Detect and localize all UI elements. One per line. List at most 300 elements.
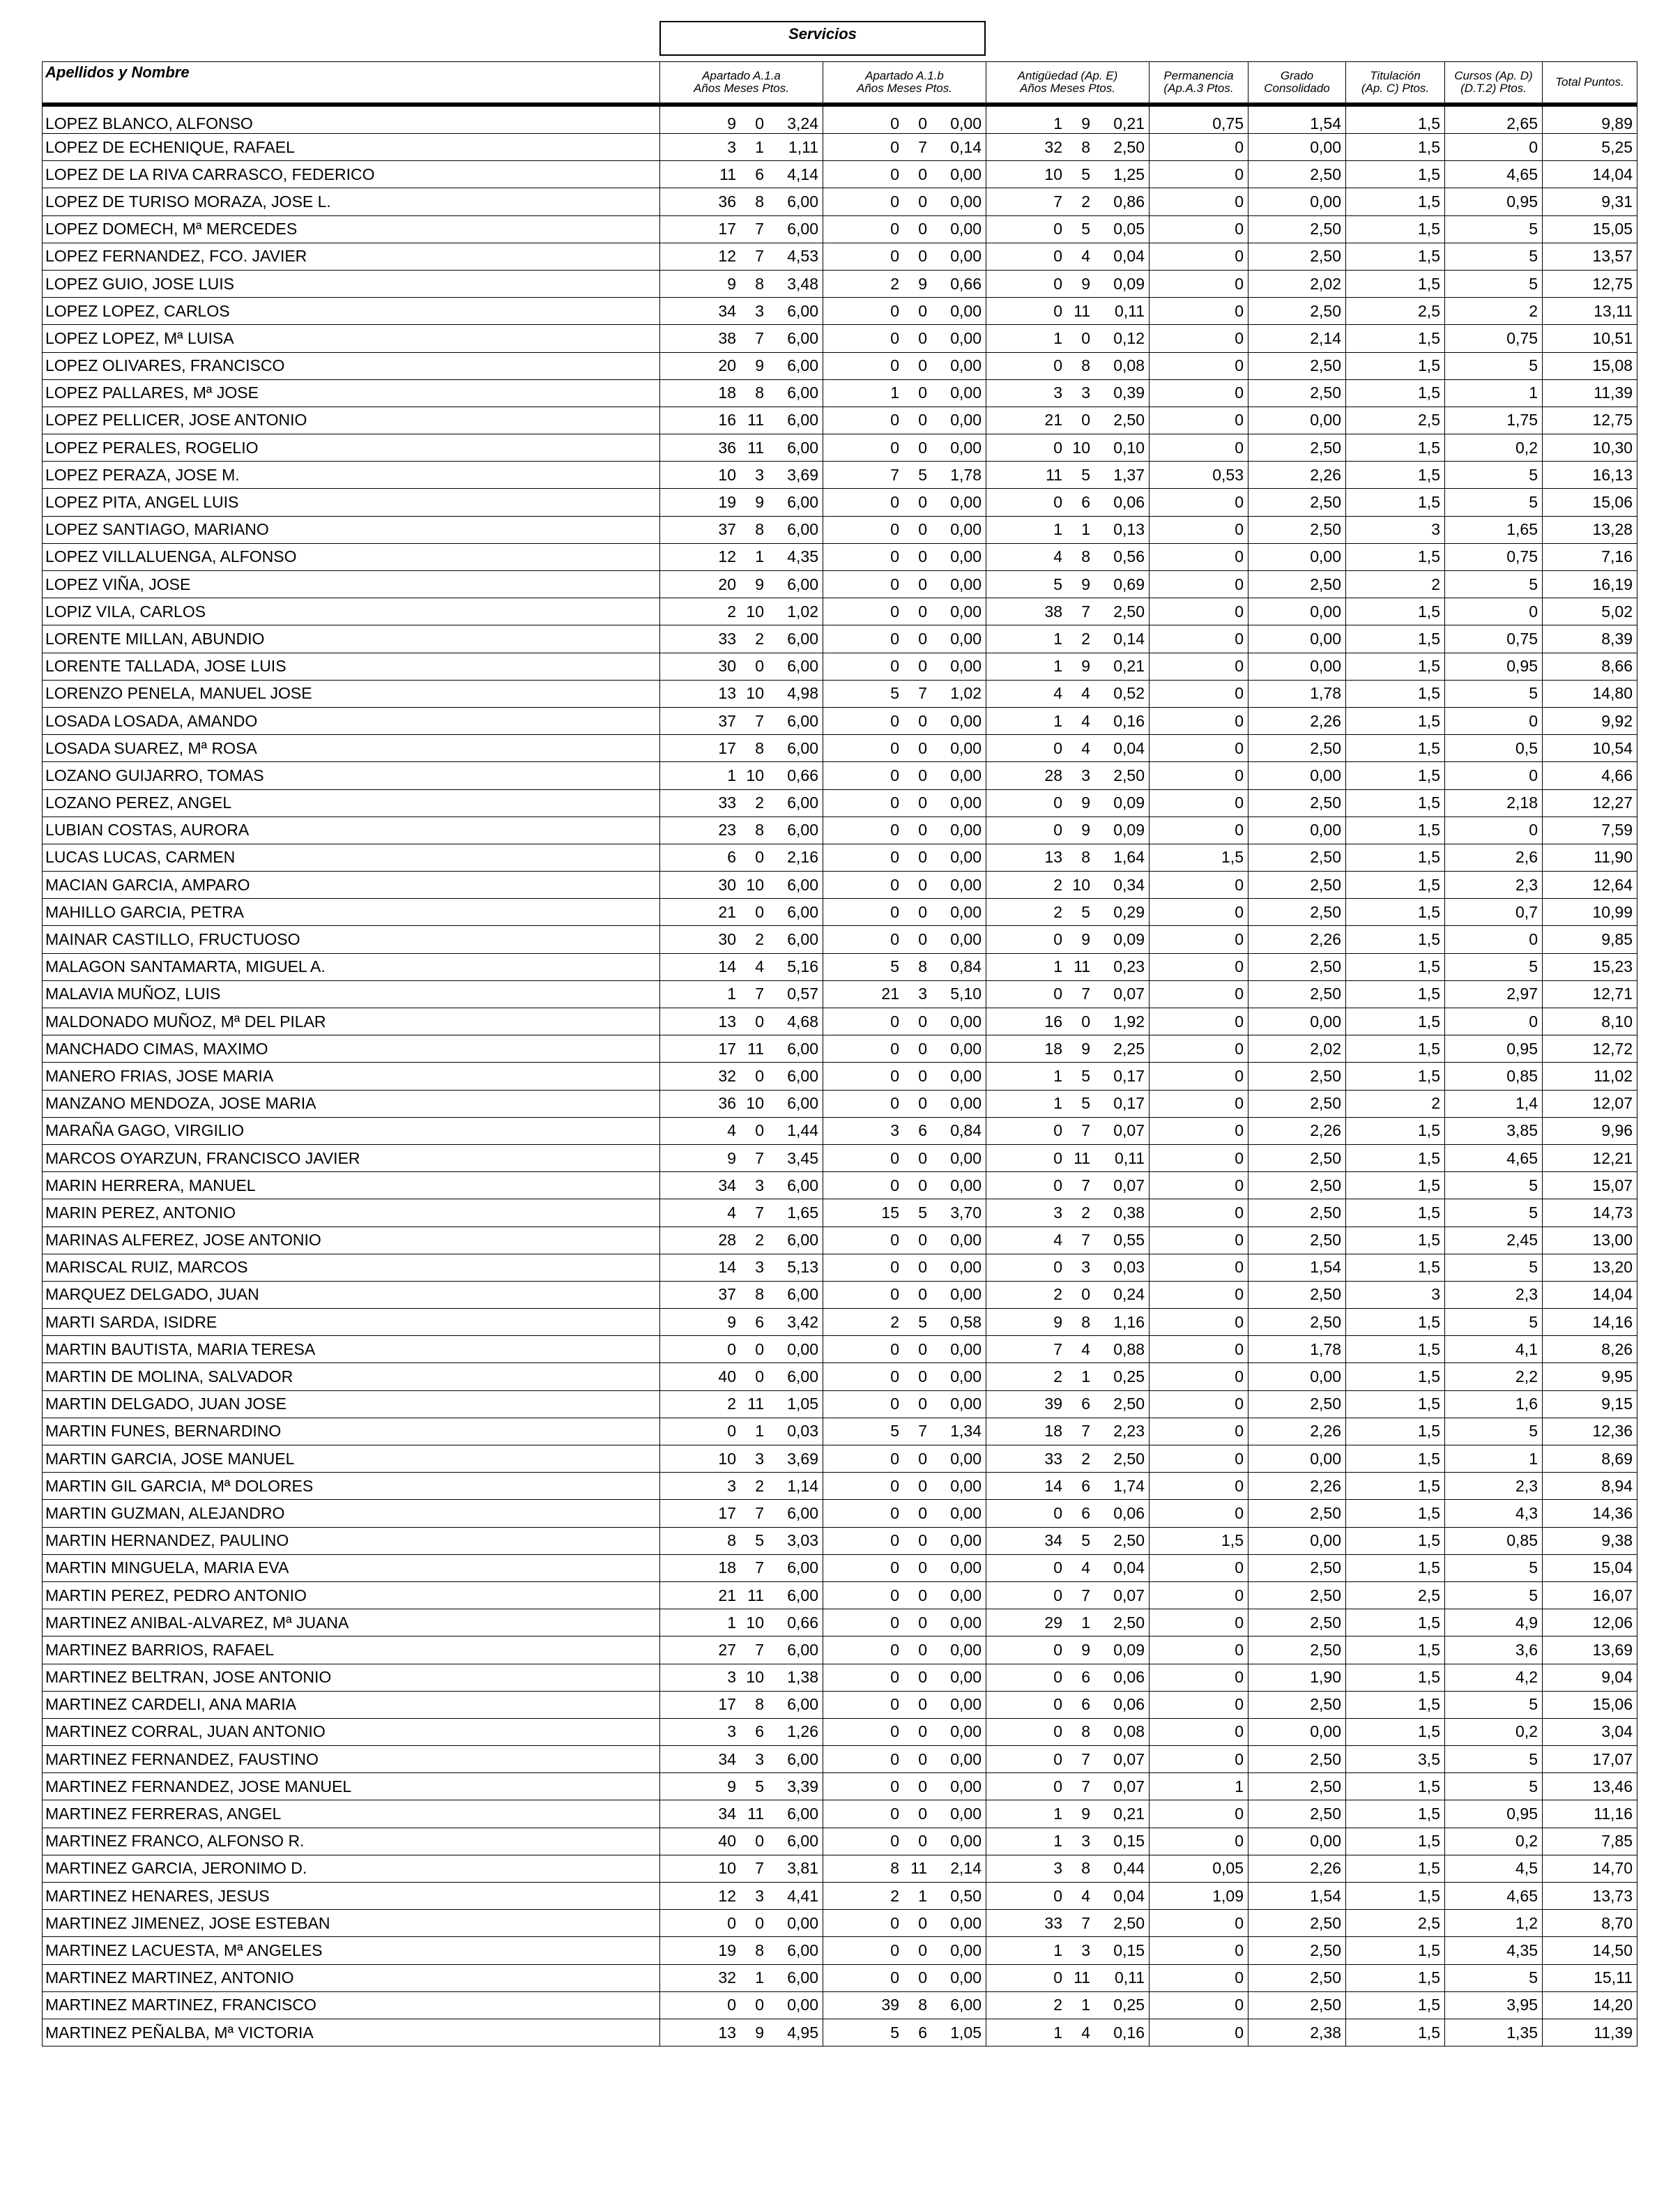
cell-grado: 2,26 bbox=[1248, 926, 1346, 953]
cell-titulacion: 2,5 bbox=[1346, 1910, 1445, 1937]
cell-grado: 2,50 bbox=[1248, 1309, 1346, 1336]
cell-cursos: 5 bbox=[1445, 1172, 1543, 1199]
cell-a1a-meses: 10 bbox=[746, 602, 764, 621]
cell-a1a-ptos: 6,00 bbox=[787, 1503, 818, 1522]
cell-a1b-anos: 0 bbox=[890, 1449, 899, 1468]
cell-titulacion: 1,5 bbox=[1346, 1828, 1445, 1855]
cell-a1a-ptos: 1,44 bbox=[787, 1121, 818, 1140]
cell-antiguedad-anos: 28 bbox=[1044, 766, 1062, 784]
cell-a1b bbox=[823, 735, 986, 762]
cell-a1b-anos: 0 bbox=[890, 165, 899, 183]
cell-name: MARTINEZ HENARES, JESUS bbox=[43, 1883, 660, 1910]
cell-grado: 0,00 bbox=[1248, 625, 1346, 653]
cell-a1b-anos: 0 bbox=[890, 738, 899, 757]
cell-permanencia: 0 bbox=[1150, 1991, 1248, 2019]
table-row bbox=[43, 1199, 1637, 1227]
cell-permanencia: 0 bbox=[1150, 1090, 1248, 1117]
cell-a1a-ptos: 1,38 bbox=[787, 1668, 818, 1687]
cell-a1a-anos: 20 bbox=[718, 575, 736, 593]
cell-titulacion: 1,5 bbox=[1346, 872, 1445, 899]
cell-titulacion: 2 bbox=[1346, 1090, 1445, 1117]
cell-permanencia: 0 bbox=[1150, 762, 1248, 789]
cell-permanencia: 1,5 bbox=[1150, 1527, 1248, 1554]
cell-permanencia: 0 bbox=[1150, 2019, 1248, 2046]
cell-antiguedad-ptos: 0,09 bbox=[1113, 930, 1145, 949]
cell-permanencia: 0 bbox=[1150, 1609, 1248, 1637]
cell-a1b-meses: 0 bbox=[918, 114, 927, 132]
cell-a1a-ptos: 3,24 bbox=[787, 114, 818, 132]
cell-permanencia: 0 bbox=[1150, 707, 1248, 734]
cell-a1b-meses: 0 bbox=[918, 1558, 927, 1577]
cell-antiguedad bbox=[986, 1117, 1150, 1144]
cell-name: LORENTE TALLADA, JOSE LUIS bbox=[43, 653, 660, 680]
cell-a1b-meses: 0 bbox=[918, 301, 927, 320]
cell-antiguedad bbox=[986, 298, 1150, 325]
cell-antiguedad-anos: 1 bbox=[1053, 629, 1062, 648]
cell-name: MARTIN GARCIA, JOSE MANUEL bbox=[43, 1445, 660, 1473]
cell-a1a-ptos: 0,00 bbox=[787, 1913, 818, 1932]
cell-antiguedad-meses: 5 bbox=[1081, 1094, 1090, 1113]
cell-a1a-anos: 11 bbox=[719, 165, 736, 183]
cell-antiguedad-ptos: 1,92 bbox=[1113, 1012, 1145, 1031]
cell-total: 15,07 bbox=[1543, 1172, 1637, 1199]
cell-a1a-anos: 27 bbox=[718, 1640, 736, 1659]
cell-a1b-meses: 0 bbox=[918, 1449, 927, 1468]
cell-a1a-anos: 40 bbox=[718, 1367, 736, 1386]
cell-a1b-ptos: 0,14 bbox=[950, 137, 982, 156]
cell-antiguedad-meses: 3 bbox=[1081, 384, 1090, 402]
cell-a1a-meses: 6 bbox=[755, 165, 764, 183]
cell-antiguedad bbox=[986, 1063, 1150, 1090]
cell-grado: 2,50 bbox=[1248, 1800, 1346, 1828]
cell-antiguedad-meses: 6 bbox=[1081, 1503, 1090, 1522]
cell-a1b-anos: 1 bbox=[890, 384, 899, 402]
cell-a1a bbox=[660, 298, 823, 325]
cell-permanencia: 0 bbox=[1150, 188, 1248, 215]
cell-cursos: 0,75 bbox=[1445, 325, 1543, 352]
cell-grado: 2,50 bbox=[1248, 1773, 1346, 1800]
cell-a1b-anos: 15 bbox=[881, 1203, 899, 1222]
cell-name: MARTINEZ BARRIOS, RAFAEL bbox=[43, 1637, 660, 1664]
cell-antiguedad-ptos: 2,50 bbox=[1113, 602, 1145, 621]
cell-antiguedad-anos: 0 bbox=[1053, 493, 1062, 512]
cell-a1a-anos: 21 bbox=[718, 1586, 736, 1604]
cell-a1b-anos: 0 bbox=[890, 1586, 899, 1604]
table-row bbox=[43, 1637, 1637, 1664]
cell-antiguedad-ptos: 0,09 bbox=[1113, 794, 1145, 812]
cell-a1a-ptos: 6,00 bbox=[787, 301, 818, 320]
cell-a1b-ptos: 0,00 bbox=[950, 821, 982, 840]
cell-a1a-anos: 10 bbox=[718, 465, 736, 484]
cell-cursos: 1,75 bbox=[1445, 407, 1543, 434]
cell-antiguedad-ptos: 0,16 bbox=[1113, 2023, 1145, 2042]
cell-antiguedad-ptos: 0,11 bbox=[1114, 301, 1145, 320]
cell-antiguedad-ptos: 0,09 bbox=[1113, 1640, 1145, 1659]
cell-name: MAINAR CASTILLO, FRUCTUOSO bbox=[43, 926, 660, 953]
cell-titulacion: 3 bbox=[1346, 1281, 1445, 1308]
cell-antiguedad-meses: 11 bbox=[1074, 301, 1090, 320]
cell-name: MARTIN FUNES, BERNARDINO bbox=[43, 1418, 660, 1445]
cell-antiguedad bbox=[986, 899, 1150, 926]
cell-a1b-ptos: 0,00 bbox=[950, 1531, 982, 1550]
cell-total: 14,50 bbox=[1543, 1937, 1637, 1964]
cell-antiguedad-anos: 1 bbox=[1053, 957, 1062, 976]
cell-a1a-meses: 6 bbox=[755, 1722, 764, 1741]
cell-a1b-anos: 5 bbox=[890, 1422, 899, 1441]
cell-antiguedad-ptos: 1,37 bbox=[1113, 465, 1145, 484]
table-row bbox=[43, 1227, 1637, 1254]
cell-a1a-anos: 14 bbox=[718, 1258, 736, 1277]
cell-a1a-ptos: 6,00 bbox=[787, 1749, 818, 1768]
cell-total: 15,04 bbox=[1543, 1554, 1637, 1581]
cell-a1b bbox=[823, 407, 986, 434]
table-row bbox=[43, 1090, 1637, 1117]
col-header-a1a bbox=[660, 62, 823, 105]
cell-a1a bbox=[660, 215, 823, 243]
cell-name: LOPEZ DOMECH, Mª MERCEDES bbox=[43, 215, 660, 243]
cell-grado: 0,00 bbox=[1248, 1363, 1346, 1390]
cell-a1b-ptos: 0,00 bbox=[950, 875, 982, 894]
cell-a1b-anos: 2 bbox=[890, 1886, 899, 1905]
cell-name: MARTIN PEREZ, PEDRO ANTONIO bbox=[43, 1581, 660, 1609]
cell-total: 12,72 bbox=[1543, 1035, 1637, 1063]
cell-cursos: 1,65 bbox=[1445, 516, 1543, 543]
cell-a1b-ptos: 0,00 bbox=[950, 1176, 982, 1194]
cell-a1b-meses: 6 bbox=[918, 1121, 927, 1140]
cell-a1a-ptos: 3,69 bbox=[787, 465, 818, 484]
cell-antiguedad-ptos: 0,05 bbox=[1113, 220, 1145, 238]
cell-a1b-ptos: 0,00 bbox=[950, 1148, 982, 1167]
cell-a1b bbox=[823, 243, 986, 270]
cell-a1a-ptos: 4,98 bbox=[787, 684, 818, 703]
cell-antiguedad-ptos: 0,25 bbox=[1113, 1367, 1145, 1386]
cell-a1a-ptos: 0,57 bbox=[787, 985, 818, 1003]
cell-antiguedad-anos: 3 bbox=[1053, 1859, 1062, 1878]
cell-a1b-meses: 0 bbox=[918, 1777, 927, 1795]
cell-grado: 1,90 bbox=[1248, 1664, 1346, 1691]
cell-a1a-ptos: 1,02 bbox=[787, 602, 818, 621]
col-header-cursos bbox=[1445, 62, 1543, 105]
cell-a1b-anos: 0 bbox=[890, 794, 899, 812]
cell-a1b bbox=[823, 161, 986, 188]
cell-a1b-meses: 0 bbox=[918, 1148, 927, 1167]
cell-a1a bbox=[660, 844, 823, 871]
cell-a1a bbox=[660, 1418, 823, 1445]
cell-cursos: 0,2 bbox=[1445, 434, 1543, 462]
cell-cursos: 0 bbox=[1445, 817, 1543, 844]
cell-titulacion: 1,5 bbox=[1346, 134, 1445, 161]
cell-a1b-meses: 0 bbox=[918, 356, 927, 375]
cell-permanencia: 0 bbox=[1150, 1718, 1248, 1745]
cell-titulacion: 1,5 bbox=[1346, 707, 1445, 734]
cell-titulacion: 1,5 bbox=[1346, 899, 1445, 926]
cell-titulacion: 1,5 bbox=[1346, 1718, 1445, 1745]
cell-a1b-ptos: 0,00 bbox=[950, 1395, 982, 1413]
cell-a1b-ptos: 0,00 bbox=[950, 738, 982, 757]
table-header-row bbox=[43, 62, 1637, 105]
cell-antiguedad-meses: 11 bbox=[1074, 957, 1090, 976]
cell-a1a-meses: 7 bbox=[755, 328, 764, 347]
table-row bbox=[43, 680, 1637, 707]
cell-total: 12,64 bbox=[1543, 872, 1637, 899]
cell-a1a-anos: 13 bbox=[718, 2023, 736, 2042]
cell-a1b-ptos: 0,00 bbox=[950, 1012, 982, 1031]
cell-a1a-anos: 0 bbox=[727, 1422, 736, 1441]
cell-a1a-ptos: 6,00 bbox=[787, 821, 818, 840]
cell-a1b bbox=[823, 325, 986, 352]
cell-a1b-ptos: 0,00 bbox=[950, 1476, 982, 1495]
cell-a1a-anos: 6 bbox=[727, 848, 736, 867]
cell-total: 10,30 bbox=[1543, 434, 1637, 462]
cell-name: MARTINEZ FERNANDEZ, FAUSTINO bbox=[43, 1746, 660, 1773]
cell-cursos: 0 bbox=[1445, 134, 1543, 161]
cell-titulacion: 1,5 bbox=[1346, 489, 1445, 516]
cell-antiguedad-ptos: 0,12 bbox=[1113, 328, 1145, 347]
cell-a1a-meses: 8 bbox=[755, 1285, 764, 1304]
cell-antiguedad-anos: 7 bbox=[1053, 192, 1062, 211]
cell-antiguedad bbox=[986, 1964, 1150, 1991]
cell-a1b-anos: 0 bbox=[890, 1777, 899, 1795]
cell-name: LOZANO PEREZ, ANGEL bbox=[43, 789, 660, 817]
cell-a1b-anos: 0 bbox=[890, 547, 899, 566]
cell-titulacion: 1,5 bbox=[1346, 1309, 1445, 1336]
cell-a1b bbox=[823, 2019, 986, 2046]
col-header-a1b bbox=[823, 62, 986, 105]
cell-grado: 2,26 bbox=[1248, 1855, 1346, 1882]
cell-a1b bbox=[823, 489, 986, 516]
table-row bbox=[43, 407, 1637, 434]
cell-a1a-anos: 34 bbox=[718, 1176, 736, 1194]
cell-total: 13,20 bbox=[1543, 1254, 1637, 1281]
cell-a1a bbox=[660, 462, 823, 489]
cell-a1b-ptos: 0,00 bbox=[950, 547, 982, 566]
cell-antiguedad-ptos: 0,21 bbox=[1113, 1805, 1145, 1823]
cell-name: LUBIAN COSTAS, AURORA bbox=[43, 817, 660, 844]
cell-a1b-meses: 0 bbox=[918, 1749, 927, 1768]
cell-a1a-ptos: 4,95 bbox=[787, 2023, 818, 2042]
cell-titulacion: 1,5 bbox=[1346, 1172, 1445, 1199]
cell-antiguedad-meses: 7 bbox=[1081, 602, 1090, 621]
cell-a1a-ptos: 0,66 bbox=[787, 766, 818, 784]
cell-a1a bbox=[660, 105, 823, 134]
cell-antiguedad-anos: 9 bbox=[1053, 1312, 1062, 1331]
cell-name: LOPEZ LOPEZ, CARLOS bbox=[43, 298, 660, 325]
cell-a1b-anos: 0 bbox=[890, 1613, 899, 1632]
cell-permanencia: 0 bbox=[1150, 1445, 1248, 1473]
cell-a1b-ptos: 0,00 bbox=[950, 902, 982, 921]
cell-permanencia: 0 bbox=[1150, 789, 1248, 817]
cell-antiguedad-meses: 6 bbox=[1081, 1695, 1090, 1714]
cell-titulacion: 1,5 bbox=[1346, 434, 1445, 462]
cell-grado: 2,50 bbox=[1248, 1227, 1346, 1254]
cell-a1a bbox=[660, 1554, 823, 1581]
cell-grado: 2,26 bbox=[1248, 1418, 1346, 1445]
cell-total: 13,11 bbox=[1543, 298, 1637, 325]
cell-titulacion: 1,5 bbox=[1346, 1855, 1445, 1882]
cell-a1a bbox=[660, 1199, 823, 1227]
cell-a1b bbox=[823, 1390, 986, 1418]
cell-a1a-meses: 0 bbox=[755, 1339, 764, 1358]
cell-a1a-anos: 0 bbox=[727, 1913, 736, 1932]
cell-grado: 2,50 bbox=[1248, 1910, 1346, 1937]
cell-total: 11,02 bbox=[1543, 1063, 1637, 1090]
cell-total: 12,75 bbox=[1543, 270, 1637, 297]
cell-titulacion: 1,5 bbox=[1346, 188, 1445, 215]
cell-a1a bbox=[660, 1336, 823, 1363]
table-row bbox=[43, 1063, 1637, 1090]
cell-a1a-ptos: 6,00 bbox=[787, 1640, 818, 1659]
cell-a1b bbox=[823, 516, 986, 543]
cell-name: LOPEZ DE TURISO MORAZA, JOSE L. bbox=[43, 188, 660, 215]
cell-a1a-meses: 8 bbox=[755, 1941, 764, 1959]
cell-antiguedad bbox=[986, 762, 1150, 789]
cell-name: MARQUEZ DELGADO, JUAN bbox=[43, 1281, 660, 1308]
col-header-ant-sub: Años Meses Ptos. bbox=[1019, 82, 1115, 95]
cell-a1a bbox=[660, 1964, 823, 1991]
cell-total: 9,96 bbox=[1543, 1117, 1637, 1144]
cell-a1a-anos: 0 bbox=[727, 1996, 736, 2014]
cell-a1a bbox=[660, 817, 823, 844]
cell-a1b bbox=[823, 1609, 986, 1637]
cell-a1a bbox=[660, 188, 823, 215]
cell-name: MARTINEZ FRANCO, ALFONSO R. bbox=[43, 1828, 660, 1855]
cell-antiguedad bbox=[986, 1773, 1150, 1800]
cell-antiguedad-ptos: 0,44 bbox=[1113, 1859, 1145, 1878]
col-header-titulacion bbox=[1346, 62, 1445, 105]
cell-antiguedad-anos: 0 bbox=[1053, 356, 1062, 375]
cell-antiguedad-ptos: 2,50 bbox=[1113, 411, 1145, 430]
cell-name: LOPEZ BLANCO, ALFONSO bbox=[43, 105, 660, 134]
table-row bbox=[43, 1500, 1637, 1527]
cell-a1b-meses: 0 bbox=[918, 902, 927, 921]
table-row bbox=[43, 1800, 1637, 1828]
cell-antiguedad-meses: 10 bbox=[1072, 875, 1090, 894]
table-row bbox=[43, 1964, 1637, 1991]
cell-antiguedad bbox=[986, 953, 1150, 980]
cell-a1b bbox=[823, 1991, 986, 2019]
table-row bbox=[43, 1008, 1637, 1035]
cell-antiguedad-ptos: 0,06 bbox=[1113, 1695, 1145, 1714]
cell-a1a-anos: 4 bbox=[727, 1121, 736, 1140]
table-row bbox=[43, 1746, 1637, 1773]
cell-a1a-ptos: 6,00 bbox=[787, 438, 818, 457]
cell-grado: 2,02 bbox=[1248, 270, 1346, 297]
cell-a1b-meses: 8 bbox=[918, 1996, 927, 2014]
cell-a1a-anos: 9 bbox=[727, 1312, 736, 1331]
cell-name: MARTINEZ MARTINEZ, ANTONIO bbox=[43, 1964, 660, 1991]
cell-a1a bbox=[660, 1090, 823, 1117]
cell-antiguedad-anos: 1 bbox=[1053, 2023, 1062, 2042]
cell-a1b-anos: 0 bbox=[890, 1476, 899, 1495]
cell-a1a-meses: 3 bbox=[755, 1449, 764, 1468]
cell-a1b-meses: 0 bbox=[918, 1395, 927, 1413]
cell-antiguedad-anos: 0 bbox=[1053, 1749, 1062, 1768]
cell-a1a bbox=[660, 270, 823, 297]
cell-antiguedad-ptos: 2,50 bbox=[1113, 1531, 1145, 1550]
table-row bbox=[43, 1418, 1637, 1445]
cell-a1a bbox=[660, 243, 823, 270]
cell-antiguedad-anos: 33 bbox=[1044, 1449, 1062, 1468]
table-row bbox=[43, 2019, 1637, 2046]
cell-a1a-ptos: 3,69 bbox=[787, 1449, 818, 1468]
cell-grado: 2,26 bbox=[1248, 1473, 1346, 1500]
cell-antiguedad bbox=[986, 1581, 1150, 1609]
cell-antiguedad-anos: 0 bbox=[1053, 1722, 1062, 1741]
cell-a1b-anos: 3 bbox=[890, 1121, 899, 1140]
cell-total: 14,80 bbox=[1543, 680, 1637, 707]
table-row bbox=[43, 434, 1637, 462]
cell-a1b bbox=[823, 105, 986, 134]
cell-total: 11,39 bbox=[1543, 379, 1637, 407]
cell-a1b bbox=[823, 1172, 986, 1199]
cell-antiguedad-ptos: 0,55 bbox=[1113, 1231, 1145, 1250]
cell-antiguedad-anos: 0 bbox=[1053, 930, 1062, 949]
cell-a1a-anos: 36 bbox=[718, 1094, 736, 1113]
cell-antiguedad-meses: 6 bbox=[1081, 1476, 1090, 1495]
cell-total: 11,39 bbox=[1543, 2019, 1637, 2046]
cell-a1b-ptos: 0,00 bbox=[950, 766, 982, 784]
cell-permanencia: 0 bbox=[1150, 926, 1248, 953]
cell-a1b-ptos: 0,00 bbox=[950, 848, 982, 867]
cell-a1b-meses: 0 bbox=[918, 1476, 927, 1495]
cell-total: 14,04 bbox=[1543, 1281, 1637, 1308]
cell-a1a-ptos: 6,00 bbox=[787, 220, 818, 238]
cell-a1b-ptos: 0,00 bbox=[950, 1339, 982, 1358]
cell-grado: 0,00 bbox=[1248, 1718, 1346, 1745]
cell-total: 3,04 bbox=[1543, 1718, 1637, 1745]
cell-a1b bbox=[823, 1309, 986, 1336]
cell-antiguedad-ptos: 0,29 bbox=[1113, 902, 1145, 921]
cell-antiguedad-meses: 5 bbox=[1081, 220, 1090, 238]
cell-cursos: 2,45 bbox=[1445, 1227, 1543, 1254]
cell-a1b-meses: 0 bbox=[918, 1640, 927, 1659]
cell-a1a bbox=[660, 1473, 823, 1500]
cell-antiguedad-meses: 9 bbox=[1081, 794, 1090, 812]
cell-antiguedad bbox=[986, 1363, 1150, 1390]
cell-antiguedad-ptos: 0,06 bbox=[1113, 1503, 1145, 1522]
cell-antiguedad-ptos: 0,21 bbox=[1113, 114, 1145, 132]
cell-a1b-ptos: 0,84 bbox=[950, 957, 982, 976]
cell-a1b-meses: 0 bbox=[918, 711, 927, 730]
cell-antiguedad-meses: 9 bbox=[1081, 575, 1090, 593]
cell-total: 9,38 bbox=[1543, 1527, 1637, 1554]
cell-a1b-meses: 0 bbox=[918, 1832, 927, 1851]
cell-a1a bbox=[660, 789, 823, 817]
cell-a1b-anos: 0 bbox=[890, 137, 899, 156]
cell-antiguedad-ptos: 0,15 bbox=[1113, 1941, 1145, 1959]
cell-a1b bbox=[823, 1964, 986, 1991]
cell-a1a-ptos: 6,00 bbox=[787, 1805, 818, 1823]
cell-cursos: 4,1 bbox=[1445, 1336, 1543, 1363]
cell-a1b-meses: 7 bbox=[918, 137, 927, 156]
cell-a1a bbox=[660, 1773, 823, 1800]
cell-total: 12,75 bbox=[1543, 407, 1637, 434]
cell-a1a-ptos: 6,00 bbox=[787, 657, 818, 676]
cell-grado: 2,50 bbox=[1248, 899, 1346, 926]
cell-a1b-ptos: 0,00 bbox=[950, 930, 982, 949]
cell-a1a-anos: 17 bbox=[718, 1039, 736, 1058]
cell-titulacion: 1,5 bbox=[1346, 980, 1445, 1008]
table-row bbox=[43, 1336, 1637, 1363]
cell-a1b bbox=[823, 270, 986, 297]
cell-a1b-meses: 0 bbox=[918, 766, 927, 784]
cell-antiguedad-meses: 2 bbox=[1081, 192, 1090, 211]
cell-name: MARTIN GIL GARCIA, Mª DOLORES bbox=[43, 1473, 660, 1500]
cell-antiguedad-anos: 0 bbox=[1053, 1695, 1062, 1714]
cell-a1b-ptos: 0,00 bbox=[950, 1777, 982, 1795]
cell-antiguedad-anos: 0 bbox=[1053, 301, 1062, 320]
cell-a1b-meses: 0 bbox=[918, 247, 927, 266]
